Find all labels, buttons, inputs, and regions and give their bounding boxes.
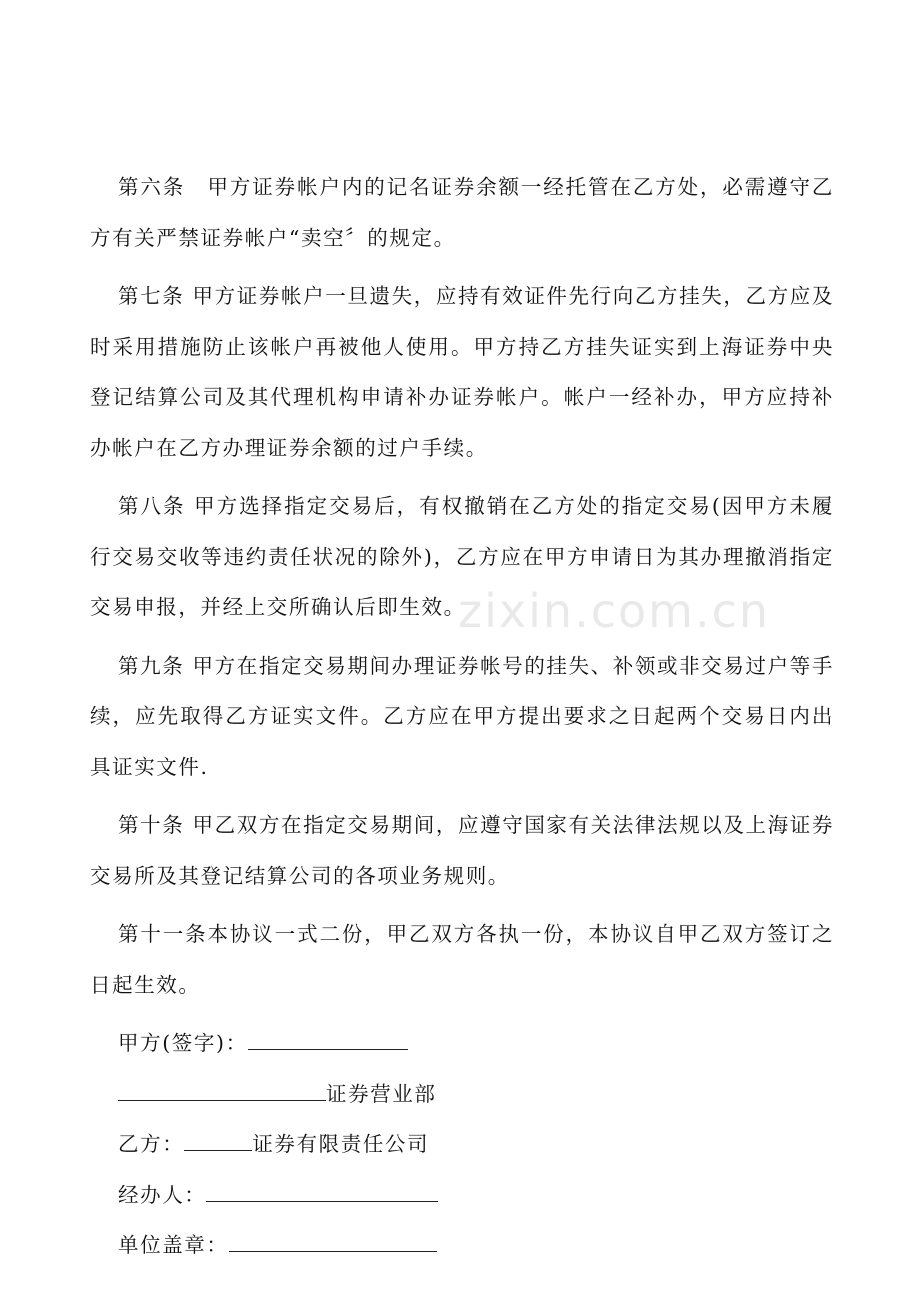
branch-suffix: 证券营业部 [326,1081,437,1106]
party-b-label: 乙方： [118,1132,185,1156]
handler-label: 经办人： [118,1182,207,1207]
watermark: zixin.com.cn [458,584,771,638]
party-a-signature-blank [248,1031,408,1050]
handler-line [90,1170,834,1221]
article-9: 第九条 甲方在指定交易期间办理证券帐号的挂失、补领或非交易过户等手续，应先取得乙方证实文件。乙方应在甲方提出要求之日起两个交易日内出具证实文件. [90,653,834,779]
branch-line [90,1069,834,1120]
party-a-signature-line [90,1018,834,1069]
party-a-label: 甲方(签字)： [118,1031,248,1055]
seal-label: 单位盖章： [118,1233,229,1257]
article-10: 第十条 甲乙双方在指定交易期间，应遵守国家有关法律法规以及上海证券交易所及其登记结算公司的各项业务规则。 [90,813,834,888]
seal-blank [229,1233,437,1252]
branch-name-blank [118,1082,326,1101]
article-6: 第六条 甲方证券帐户内的记名证券余额一经托管在乙方处，必需遵守乙方有关严禁证券帐户“卖空〞的规定。 [90,175,834,250]
party-b-name-blank [184,1132,252,1151]
handler-blank [206,1183,438,1202]
seal-line [90,1220,834,1271]
party-b-line [90,1119,834,1170]
document-body [90,162,834,1271]
article-11: 第十一条本协议一式二份，甲乙双方各执一份，本协议自甲乙双方签订之日起生效。 [90,922,834,997]
party-b-suffix: 证券有限责任公司 [252,1132,430,1156]
article-7: 第七条 甲方证券帐户一旦遗失，应持有效证件先行向乙方挂失，乙方应及时采用措施防止该帐户再被他人使用。甲方持乙方挂失证实到上海证券中央登记结算公司及其代理机构申请补办证券帐户。帐户一经补办，甲方应持补办帐户在乙方办理证券余额的过户手续。 [90,284,834,460]
article-8: 第八条 甲方选择指定交易后，有权撤销在乙方处的指定交易(因甲方未履行交易交收等违约责任状况的除外)，乙方应在甲方申请日为其办理撤消指定交易申报，并经上交所确认后即生效。 [90,494,834,619]
